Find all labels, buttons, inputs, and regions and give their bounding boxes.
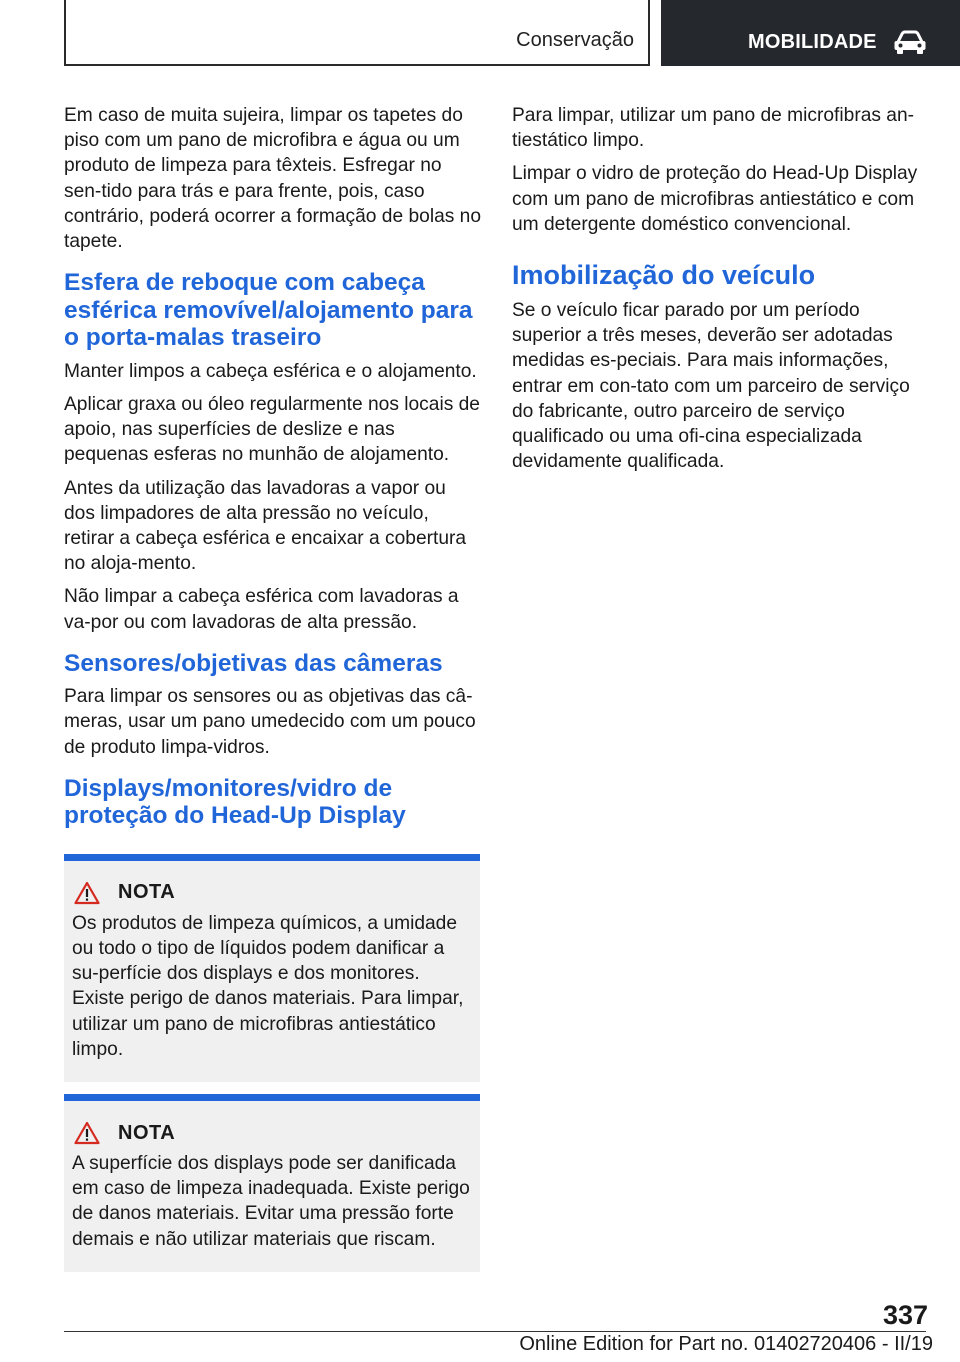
heading-displays: Displays/monitores/vidro de proteção do Head-Up Display bbox=[64, 774, 406, 830]
left-column bbox=[64, 103, 482, 1272]
header-chapter-label: MOBILIDADE bbox=[748, 31, 877, 53]
right-column bbox=[512, 103, 930, 482]
paragraph-hud-glass: Limpar o vidro de proteção do Head-Up Display com um pano de microfibras antiestático e com um detergente doméstico convencional. bbox=[512, 163, 918, 235]
heading-camera-sensors: Sensores/objetivas das câmeras bbox=[64, 649, 443, 677]
warning-icon bbox=[74, 1121, 100, 1145]
footer-divider bbox=[64, 1331, 926, 1332]
car-icon bbox=[893, 30, 927, 56]
page-number: 337 bbox=[882, 1300, 928, 1330]
header-section-tab bbox=[64, 0, 650, 66]
paragraph-tow-3: Antes da utilização das lavadoras a vapor ou dos limpadores de alta pressão no veículo, retirar a cabeça esférica e encaixar a cobertura no aloja-mento. bbox=[64, 477, 467, 575]
paragraph-floor-mats: Em caso de muita sujeira, limpar os tapetes do piso com um pano de microfibra e água ou um produto de limpeza para têxteis. Esfregar no sen-tido para trás e para frente, pois, caso contrário, poderá ocorrer a formação de bolas no tapete. bbox=[64, 105, 482, 253]
paragraph-immobilization: Se o veículo ficar parado por um período superior a três meses, deverão ser adotadas medidas es-peciais. Para mais informações, entrar em con-tato com um parceiro de serviço do fabricante, outro parceiro de serviço qualificado ou uma ofi-cina especializada devidamente qualificada. bbox=[512, 300, 910, 473]
footer-edition: Online Edition for Part no. 01402720406 - II/19 bbox=[519, 1333, 933, 1355]
note-title: NOTA bbox=[118, 881, 176, 904]
heading-immobilization: Imobilização do veículo bbox=[512, 260, 816, 291]
warning-icon bbox=[74, 881, 100, 905]
paragraph-tow-2: Aplicar graxa ou óleo regularmente nos locais de apoio, nas superfícies de deslize e nas pequenas esferas no munhão de alojamento. bbox=[64, 393, 480, 466]
paragraph-camera: Para limpar os sensores ou as objetivas das câ-meras, usar um pano umedecido com um pouco de produto limpa-vidros. bbox=[64, 686, 476, 758]
note-box-1 bbox=[64, 854, 480, 1082]
note-text: A superfície dos displays pode ser danificada em caso de limpeza inadequada. Existe perigo de danos materiais. Evitar uma pressão forte demais e não utilizar materiais que riscam. bbox=[72, 1153, 470, 1250]
paragraph-microfiber: Para limpar, utilizar um pano de microfibras an-tiestático limpo. bbox=[512, 105, 915, 152]
header-chapter-tab bbox=[661, 0, 960, 66]
note-text: Os produtos de limpeza químicos, a umidade ou todo o tipo de líquidos podem danificar a su-perfície dos displays e dos monitores. Existe perigo de danos materiais. Para limpar, utilizar um pano de microfibras antiestático limpo. bbox=[72, 912, 464, 1060]
note-box-2 bbox=[64, 1094, 480, 1272]
heading-tow-ball: Esfera de reboque com cabeça esférica removível/alojamento para o porta-malas traseiro bbox=[64, 269, 473, 352]
note-title: NOTA bbox=[118, 1121, 176, 1144]
paragraph-tow-1: Manter limpos a cabeça esférica e o alojamento. bbox=[64, 360, 477, 382]
paragraph-tow-4: Não limpar a cabeça esférica com lavadoras a va-por ou com lavadoras de alta pressão. bbox=[64, 586, 459, 633]
header-section-label: Conservação bbox=[516, 29, 634, 51]
